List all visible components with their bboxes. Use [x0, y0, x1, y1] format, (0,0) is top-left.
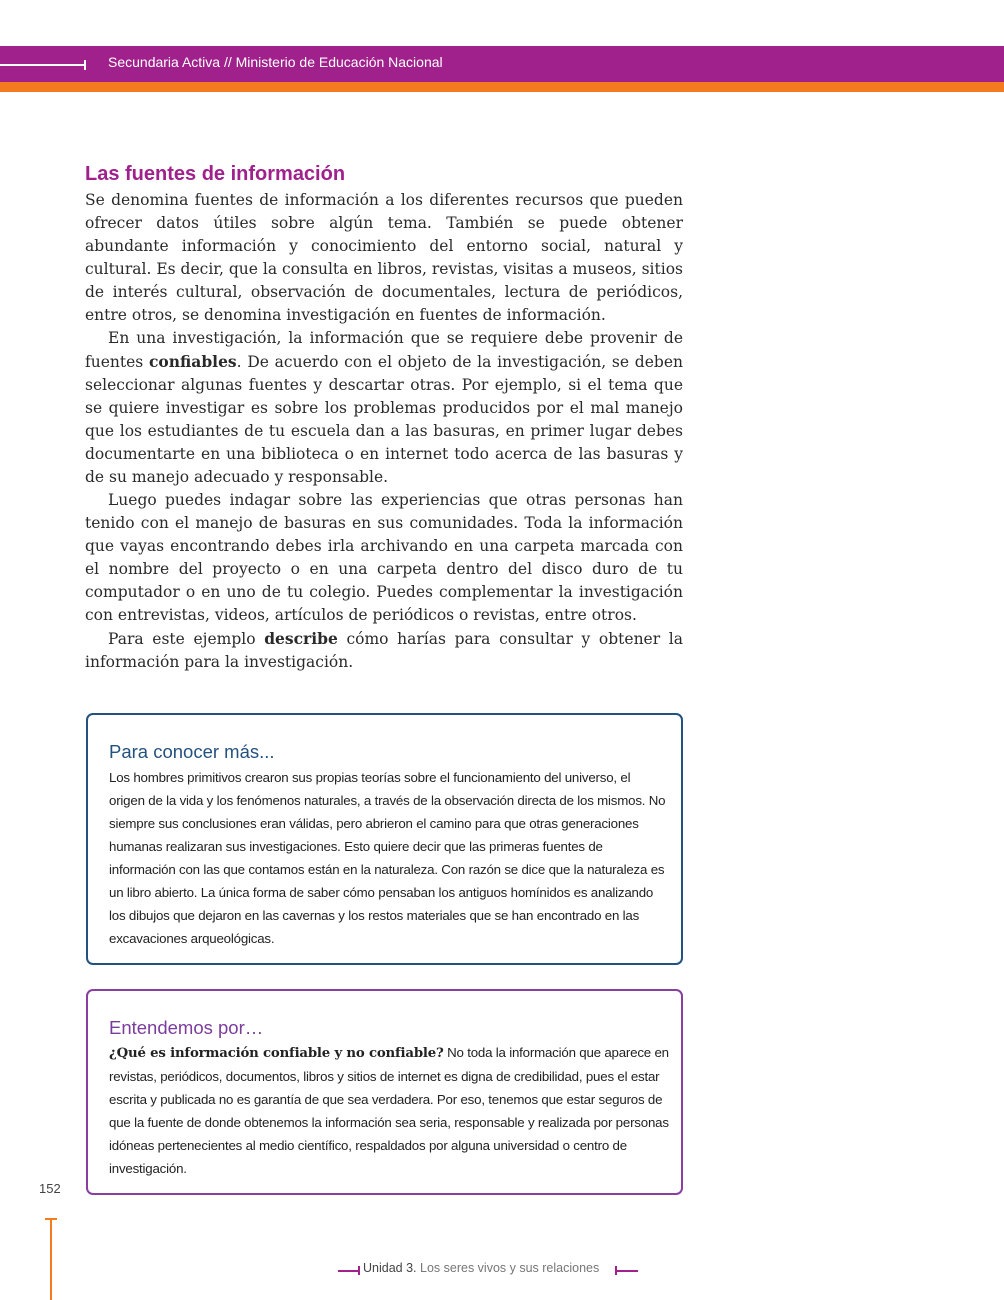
definition-box-entendemos-por — [86, 989, 683, 1195]
body-paragraph — [85, 327, 683, 489]
definition-box-answer: No toda la información que aparece en revistas, periódicos, documentos, libros y sitios de internet es digna de credibilidad, pues el estar escrita y publicada no es garantía de que sea verdadera. Por eso, tenemos que estar seguros de que la fuente de donde obtenemos la información sea seria, responsable y realizada por personas idóneas pertenecientes al medio científico, respaldados por alguna universidad o centro de investigación. — [109, 1045, 669, 1176]
paragraph-text: cómo harías para consultar y obtener la información para la investigación. — [85, 630, 683, 671]
emphasized-term: confiables — [148, 352, 237, 371]
paragraph-text: Luego puedes indagar sobre las experiencias que otras personas han tenido con el manejo de basuras en sus comunidades. Toda la información que vayas encontrando debes irla archivando en una carpeta marcada con el nombre del proyecto o en una carpeta dentro del disco duro de tu computador o en uno de tu colegio. Puedes complementar la investigación con entrevistas, videos, artículos de periódicos o revistas, entre otros. — [85, 491, 683, 624]
info-box-title: Para conocer más... — [109, 741, 275, 762]
paragraph-text: Para este ejemplo — [108, 630, 265, 648]
definition-box-question: ¿Qué es información confiable y no confiable? — [109, 1046, 444, 1061]
footer-tick-left — [358, 1266, 360, 1275]
emphasized-term: describe — [264, 629, 338, 648]
header-title: Secundaria Activa // Ministerio de Educación Nacional — [108, 54, 443, 70]
page-number: 152 — [39, 1181, 61, 1196]
definition-box-text — [109, 1041, 669, 1180]
footer-unit-label — [363, 1261, 599, 1275]
info-box-text: Los hombres primitivos crearon sus propias teorías sobre el funcionamiento del universo, el origen de la vida y los fenómenos naturales, a través de la observación directa de los mismos. No siempre sus conclusiones eran válidas, pero abrieron el camino para que otras generaciones humanas realizaran sus investigaciones. Esto quiere decir que las primeras fuentes de información con las que contamos están en la naturaleza. Con razón se dice que la naturaleza es un libro abierto. La única forma de saber cómo pensaban los antiguos homínidos es analizando los dibujos que dejaron en las cavernas y los restos materiales que se han encontrado en las excavaciones arqueológicas. — [109, 770, 666, 946]
header-decorative-tick — [84, 60, 86, 70]
section-title: Las fuentes de información — [85, 163, 346, 185]
footer-line-right — [615, 1270, 638, 1272]
header-stripe — [0, 82, 1004, 92]
margin-rule — [50, 1219, 52, 1300]
body-paragraph — [85, 189, 683, 327]
body-paragraph — [85, 489, 683, 627]
footer-line-left — [338, 1270, 359, 1272]
section-body — [85, 189, 683, 674]
info-box-para-conocer-mas — [86, 713, 683, 965]
header-decorative-line — [0, 64, 85, 66]
footer-unit-name: Los seres vivos y sus relaciones — [420, 1261, 600, 1275]
footer-unit: Unidad 3. — [363, 1261, 417, 1275]
paragraph-text: Se denomina fuentes de información a los diferentes recursos que pueden ofrecer datos útiles sobre algún tema. También se puede obtener abundante información y conocimiento del entorno social, natural y cultural. Es decir, que la consulta en libros, revistas, visitas a museos, sitios de interés cultural, observación de documentales, lectura de periódicos, entre otros, se denomina investigación en fuentes de información. — [85, 191, 683, 324]
paragraph-text: . De acuerdo con el objeto de la investigación, se deben seleccionar algunas fuentes y descartar otras. Por ejemplo, si el tema que se quiere investigar es sobre los problemas producidos por el mal manejo que los estudiantes de tu escuela dan a las basuras, en primer lugar debes documentarte en una biblioteca o en internet todo acerca de las basuras y de su manejo adecuado y responsable. — [85, 353, 683, 486]
paragraph-text: En una investigación, la información que se requiere debe provenir de fuentes — [85, 329, 683, 371]
body-paragraph — [85, 627, 683, 674]
definition-box-title: Entendemos por… — [109, 1017, 264, 1038]
